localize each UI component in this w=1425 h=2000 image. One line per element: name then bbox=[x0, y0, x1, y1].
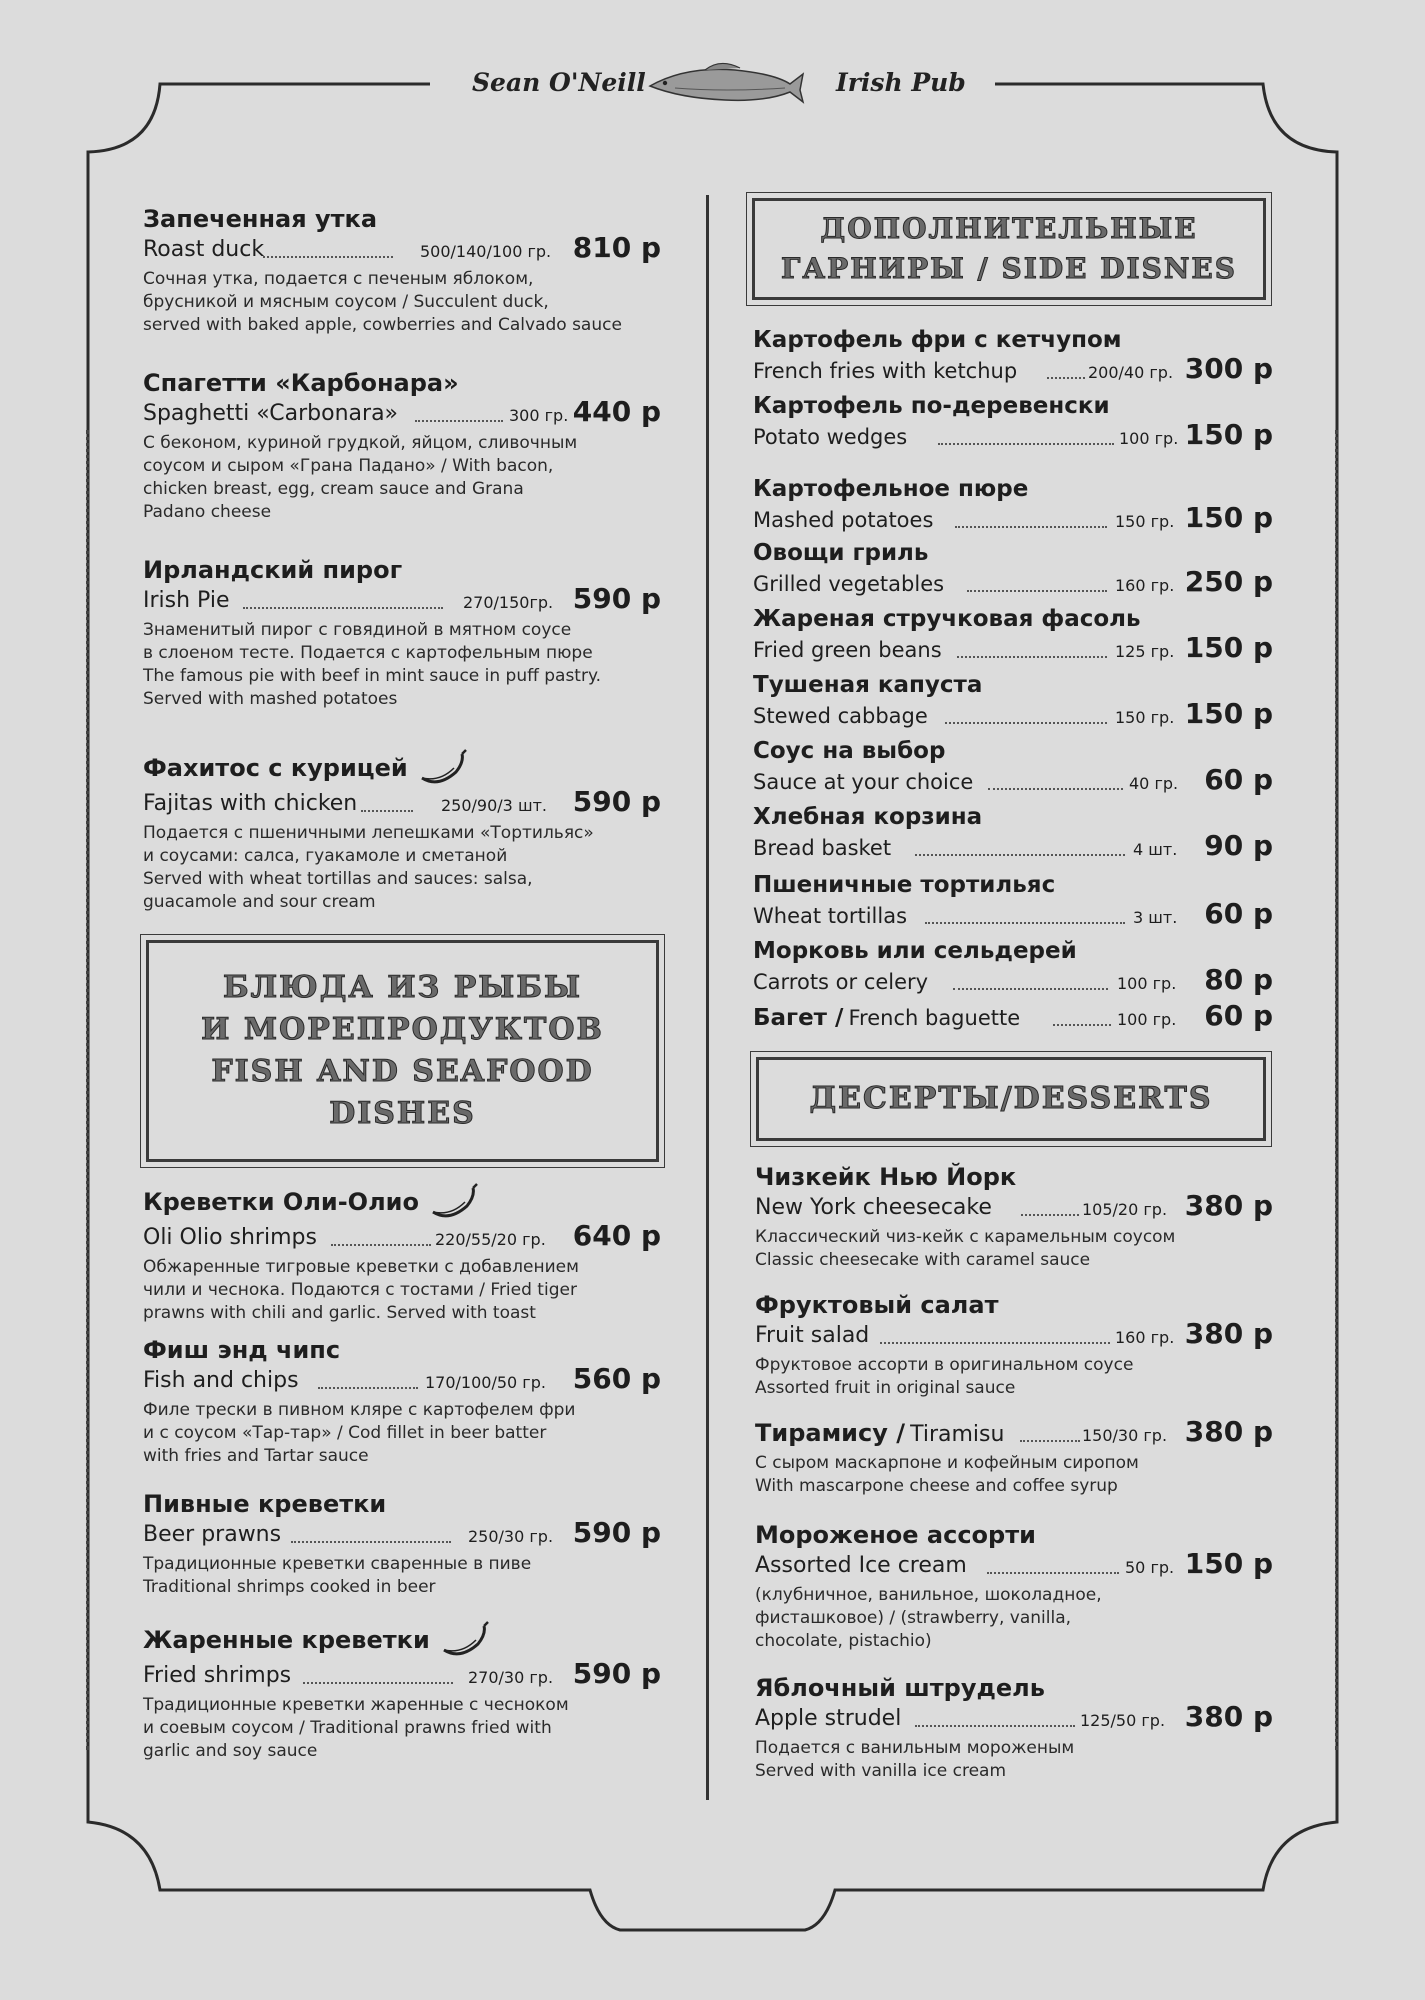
dot-leader bbox=[945, 722, 1107, 724]
dish-name-en: Fried shrimps bbox=[143, 1663, 292, 1688]
dish-weight: 200/40 гр. bbox=[1088, 363, 1174, 382]
dish-description: С сыром маскарпоне и кофейным сиропом With mascarpone cheese and coffee syrup bbox=[755, 1453, 1139, 1496]
dish-name-ru: Спагетти «Карбонара» bbox=[143, 369, 459, 397]
dish-weight: 150 гр. bbox=[1115, 708, 1175, 727]
dish-description: Подается с ванильным мороженым Served with vanilla ice cream bbox=[755, 1738, 1075, 1781]
dish-price: 380 р bbox=[1184, 1189, 1273, 1222]
dish-weight: 220/55/20 гр. bbox=[435, 1230, 546, 1249]
dish-price: 380 р bbox=[1184, 1317, 1273, 1350]
dish-price: 90 р bbox=[1204, 829, 1273, 862]
menu-item bbox=[753, 474, 1273, 536]
menu-item bbox=[755, 1673, 1273, 1783]
dish-price: 60 р bbox=[1204, 763, 1273, 796]
dish-weight: 4 шт. bbox=[1133, 840, 1178, 859]
dish-price: 300 р bbox=[1184, 352, 1273, 385]
dish-name-en: Fried green beans bbox=[753, 638, 942, 662]
border-dots-right bbox=[1335, 430, 1338, 1750]
dish-weight: 100 гр. bbox=[1117, 974, 1177, 993]
dot-leader bbox=[938, 443, 1114, 445]
menu-item bbox=[143, 204, 661, 337]
dish-weight: 160 гр. bbox=[1115, 576, 1175, 595]
dish-weight: 105/20 гр. bbox=[1082, 1200, 1168, 1219]
dish-name-ru: Чизкейк Нью Йорк bbox=[755, 1163, 1017, 1191]
dish-name-ru: Жаренные креветки bbox=[143, 1626, 430, 1654]
dish-price: 80 р bbox=[1204, 963, 1273, 996]
dish-name-ru: Мороженое ассорти bbox=[755, 1521, 1036, 1549]
dish-weight: 250/90/3 шт. bbox=[441, 796, 547, 815]
menu-item bbox=[753, 870, 1273, 932]
dish-name-en: Tiramisu bbox=[910, 1422, 1005, 1447]
brand-subtitle: Irish Pub bbox=[836, 68, 966, 97]
dish-weight: 300 гр. bbox=[509, 406, 569, 425]
dot-leader bbox=[1047, 377, 1085, 379]
menu-item bbox=[755, 1415, 1273, 1498]
menu-item bbox=[753, 670, 1273, 732]
dish-price: 60 р bbox=[1204, 897, 1273, 930]
dish-name-en: Apple strudel bbox=[755, 1706, 902, 1731]
menu-item bbox=[753, 736, 1273, 798]
dish-name-en: Spaghetti «Carbonara» bbox=[143, 401, 399, 426]
dot-leader bbox=[243, 607, 443, 609]
dish-name-en: Fajitas with chicken bbox=[143, 791, 358, 816]
menu-item bbox=[753, 936, 1273, 998]
dish-price: 150 р bbox=[1184, 418, 1273, 451]
dish-name-ru: Пивные креветки bbox=[143, 1490, 387, 1518]
dish-name-ru: Креветки Оли-Олио bbox=[143, 1188, 419, 1216]
menu-item bbox=[753, 391, 1273, 453]
dish-price: 560 р bbox=[572, 1362, 661, 1395]
menu-item bbox=[755, 1520, 1273, 1653]
dot-leader bbox=[1021, 1214, 1079, 1216]
brand-name: Sean O'Neill bbox=[472, 68, 646, 97]
dot-leader bbox=[415, 420, 503, 422]
dish-description: Сочная утка, подается с печеным яблоком, брусникой и мясным соусом / Succulent duck, served with baked apple, cowberries and Calvado sauce bbox=[143, 269, 622, 335]
menu-item bbox=[753, 604, 1273, 666]
desserts-section-heading: ДЕСЕРТЫ/DESSERTS bbox=[756, 1057, 1266, 1141]
dish-weight: 100 гр. bbox=[1117, 1010, 1177, 1029]
dot-leader bbox=[915, 1725, 1075, 1727]
dish-weight: 160 гр. bbox=[1115, 1328, 1175, 1347]
dish-weight: 170/100/50 гр. bbox=[425, 1373, 546, 1392]
dish-price: 380 р bbox=[1184, 1700, 1273, 1733]
dish-name-en: French baguette bbox=[848, 1006, 1021, 1030]
border-dots-left bbox=[86, 430, 89, 1750]
dish-price: 150 р bbox=[1184, 631, 1273, 664]
dot-leader bbox=[318, 1387, 418, 1389]
dish-name-en: Oli Olio shrimps bbox=[143, 1225, 317, 1250]
sides-section-heading: ДОПОЛНИТЕЛЬНЫЕ ГАРНИРЫ / SIDE DISNES bbox=[752, 198, 1266, 300]
dish-name-en: Assorted Ice cream bbox=[755, 1553, 967, 1578]
dish-name-en: Grilled vegetables bbox=[753, 572, 945, 596]
dish-weight: 270/150гр. bbox=[463, 593, 554, 612]
dish-name-ru: Багет / bbox=[753, 1005, 844, 1031]
dot-leader bbox=[1020, 1440, 1080, 1442]
menu-item bbox=[143, 748, 661, 914]
dish-price: 60 р bbox=[1204, 999, 1273, 1032]
dish-name-ru: Фахитос с курицей bbox=[143, 754, 408, 782]
dish-name-ru: Тушеная капуста bbox=[753, 672, 983, 698]
menu-item bbox=[753, 999, 1273, 1034]
dot-leader bbox=[988, 788, 1123, 790]
dish-name-ru: Яблочный штрудель bbox=[755, 1674, 1045, 1702]
dot-leader bbox=[915, 854, 1125, 856]
dish-price: 150 р bbox=[1184, 501, 1273, 534]
dish-description: Филе трески в пивном кляре с картофелем фри и с соусом «Тар-тар» / Cod fillet in beer batter with fries and Tartar sauce bbox=[143, 1400, 576, 1466]
dish-name-en: Potato wedges bbox=[753, 425, 908, 449]
chili-pepper-icon bbox=[429, 1182, 479, 1222]
dish-name-en: Fruit salad bbox=[755, 1323, 870, 1348]
dish-name-ru: Картофель по-деревенски bbox=[753, 393, 1110, 419]
dot-leader bbox=[263, 256, 393, 258]
dish-name-ru: Картофель фри с кетчупом bbox=[753, 327, 1122, 353]
dot-leader bbox=[955, 526, 1107, 528]
dot-leader bbox=[925, 922, 1125, 924]
dish-price: 440 р bbox=[572, 395, 661, 428]
dish-name-en: Bread basket bbox=[753, 836, 892, 860]
menu-item bbox=[753, 538, 1273, 600]
dot-leader bbox=[987, 1572, 1119, 1574]
dish-name-ru: Хлебная корзина bbox=[753, 804, 983, 830]
dish-name-ru: Жареная стручковая фасоль bbox=[753, 606, 1141, 632]
dish-name-en: Irish Pie bbox=[143, 588, 230, 613]
dish-name-ru: Соус на выбор bbox=[753, 738, 946, 764]
menu-item bbox=[143, 555, 661, 711]
dish-price: 590 р bbox=[572, 1657, 661, 1690]
dish-name-ru: Овощи гриль bbox=[753, 540, 929, 566]
dish-weight: 150 гр. bbox=[1115, 512, 1175, 531]
dish-description: Подается с пшеничными лепешками «Тортильяс» и соусами: салса, гуакамоле и сметаной Served with wheat tortillas and sauces: salsa, guacamole and sour cream bbox=[143, 823, 594, 912]
dish-weight: 125/50 гр. bbox=[1080, 1711, 1166, 1730]
dish-weight: 500/140/100 гр. bbox=[420, 242, 552, 261]
dish-description: Знаменитый пирог с говядиной в мятном соусе в слоеном тесте. Подается с картофельным пюре The famous pie with beef in mint sauce in puff pastry. Served with mashed potatoes bbox=[143, 620, 601, 709]
dish-name-en: Stewed cabbage bbox=[753, 704, 928, 728]
dish-price: 590 р bbox=[572, 1516, 661, 1549]
dish-name-en: Sauce at your choice bbox=[753, 770, 974, 794]
chili-pepper-icon bbox=[418, 748, 468, 788]
dish-name-ru: Картофельное пюре bbox=[753, 476, 1029, 502]
dish-weight: 3 шт. bbox=[1133, 908, 1178, 927]
dish-description: С беконом, куриной грудкой, яйцом, сливочным соусом и сыром «Грана Падано» / With bacon, chicken breast, egg, cream sauce and Grana Padano cheese bbox=[143, 433, 578, 522]
menu-item bbox=[753, 325, 1273, 387]
dot-leader bbox=[291, 1541, 451, 1543]
menu-item bbox=[143, 1182, 661, 1325]
dish-name-ru: Морковь или сельдерей bbox=[753, 938, 1077, 964]
dot-leader bbox=[957, 656, 1107, 658]
dot-leader bbox=[953, 988, 1108, 990]
dish-description: Обжаренные тигровые креветки с добавлением чили и чеснока. Подаются с тостами / Fried tiger prawns with chili and garlic. Served with toast bbox=[143, 1257, 579, 1323]
dish-description: (клубничное, ванильное, шоколадное, фисташковое) / (strawberry, vanilla, chocolate, pistachio) bbox=[755, 1585, 1102, 1651]
dish-price: 380 р bbox=[1184, 1415, 1273, 1448]
dot-leader bbox=[1053, 1024, 1111, 1026]
dish-weight: 150/30 гр. bbox=[1082, 1426, 1168, 1445]
dish-name-en: Roast duck bbox=[143, 237, 265, 262]
menu-item bbox=[143, 1489, 661, 1599]
dish-price: 150 р bbox=[1184, 1547, 1273, 1580]
fish-section-heading: БЛЮДА ИЗ РЫБЫ И МОРЕПРОДУКТОВ FISH AND SEAFOOD DISHES bbox=[146, 940, 659, 1162]
dish-name-en: French fries with ketchup bbox=[753, 359, 1018, 383]
dish-name-en: Fish and chips bbox=[143, 1368, 299, 1393]
dish-name-ru: Ирландский пирог bbox=[143, 556, 403, 584]
dish-weight: 270/30 гр. bbox=[468, 1668, 554, 1687]
dish-weight: 125 гр. bbox=[1115, 642, 1175, 661]
dish-price: 590 р bbox=[572, 785, 661, 818]
dot-leader bbox=[361, 810, 413, 812]
dish-name-en: Carrots or celery bbox=[753, 970, 929, 994]
chili-pepper-icon bbox=[440, 1620, 490, 1660]
dish-description: Традиционные креветки жаренные с чесноком и соевым соусом / Traditional prawns fried with garlic and soy sauce bbox=[143, 1695, 569, 1761]
dish-name-ru: Тирамису / bbox=[755, 1419, 905, 1447]
dish-name-ru: Запеченная утка bbox=[143, 205, 378, 233]
dish-name-ru: Фиш энд чипс bbox=[143, 1336, 341, 1364]
menu-item bbox=[143, 1620, 661, 1763]
dish-weight: 100 гр. bbox=[1119, 429, 1179, 448]
dish-price: 150 р bbox=[1184, 697, 1273, 730]
dot-leader bbox=[967, 590, 1107, 592]
dish-description: Традиционные креветки сваренные в пиве Traditional shrimps cooked in beer bbox=[143, 1554, 532, 1597]
menu-item bbox=[753, 802, 1273, 864]
dish-price: 640 р bbox=[572, 1219, 661, 1252]
dish-description: Классический чиз-кейк с карамельным соусом Classic cheesecake with caramel sauce bbox=[755, 1227, 1176, 1270]
column-divider bbox=[706, 195, 709, 1800]
dish-weight: 250/30 гр. bbox=[468, 1527, 554, 1546]
dish-price: 810 р bbox=[572, 231, 661, 264]
dish-price: 590 р bbox=[572, 582, 661, 615]
dish-name-ru: Пшеничные тортильяс bbox=[753, 872, 1056, 898]
dot-leader bbox=[331, 1244, 431, 1246]
menu-item bbox=[755, 1162, 1273, 1272]
dish-name-en: New York cheesecake bbox=[755, 1195, 992, 1220]
dish-weight: 50 гр. bbox=[1125, 1558, 1175, 1577]
dot-leader bbox=[303, 1682, 453, 1684]
dish-name-en: Mashed potatoes bbox=[753, 508, 934, 532]
dish-name-ru: Фруктовый салат bbox=[755, 1291, 999, 1319]
dish-name-en: Wheat tortillas bbox=[753, 904, 908, 928]
fish-icon bbox=[645, 56, 805, 108]
dish-description: Фруктовое ассорти в оригинальном соусе Assorted fruit in original sauce bbox=[755, 1355, 1134, 1398]
menu-item bbox=[143, 368, 661, 524]
dish-name-en: Beer prawns bbox=[143, 1522, 282, 1547]
dot-leader bbox=[880, 1342, 1110, 1344]
dish-price: 250 р bbox=[1184, 565, 1273, 598]
dish-weight: 40 гр. bbox=[1129, 774, 1179, 793]
menu-item bbox=[143, 1335, 661, 1468]
menu-item bbox=[755, 1290, 1273, 1400]
